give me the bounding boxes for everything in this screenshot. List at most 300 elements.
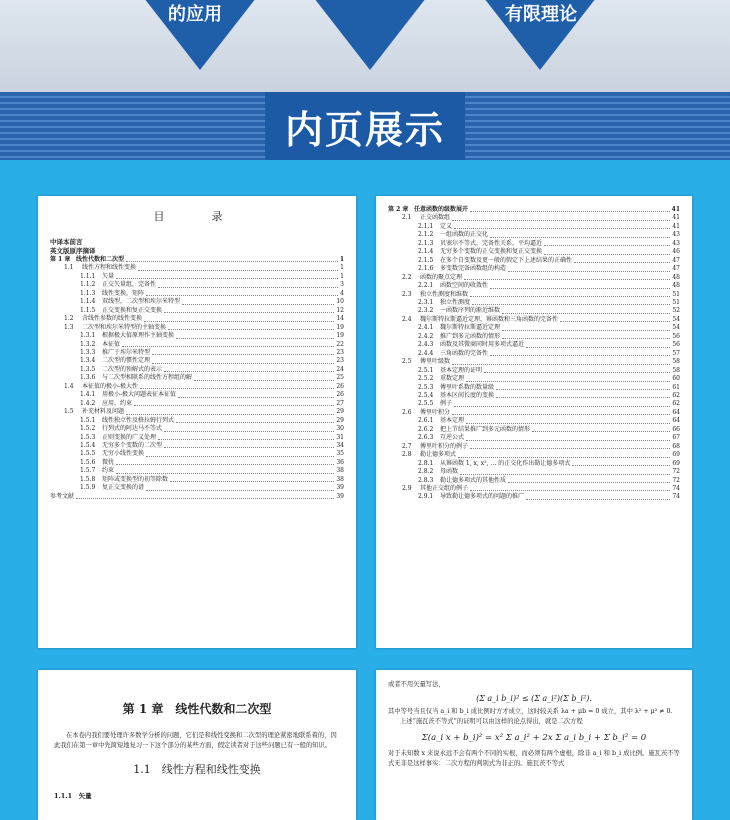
toc-entry-number: 第 1 章 [50, 256, 71, 263]
toc-entry-number: 1.3.2 [80, 340, 96, 348]
toc-entry-number: 1.1 [64, 264, 74, 272]
toc-entry-number: 1.3.1 [80, 332, 96, 340]
toc-leader-dots [490, 231, 670, 237]
toc-leader-dots [146, 450, 334, 456]
toc-entry-title: 正交函数组 [420, 214, 451, 222]
toc-entry-page: 1 [339, 256, 344, 263]
toc-entry-number: 2.9 [402, 484, 412, 492]
toc-entry-title: 线性方程和线性变换 [82, 264, 137, 272]
toc-entry-title: 例子 [440, 400, 453, 408]
toc-entry-number: 2.5.3 [418, 383, 434, 391]
toc-leader-dots [452, 214, 670, 220]
toc-entry-number: 2.3 [402, 290, 412, 298]
toc-leader-dots [508, 265, 670, 271]
toc-entry-title: 函数及其微商同时用多项式逼近 [440, 341, 525, 349]
toc-entry [50, 484, 344, 492]
toc-entry [388, 299, 680, 307]
toc-entry-title: 从幂函数 1, x, x², … 的正交化作出勒让德多项式 [440, 459, 571, 467]
toc-entry-number: 2.9.1 [418, 493, 434, 501]
toc-entry-number: 第 2 章 [388, 206, 409, 213]
toc-entry-title: 约束 [102, 467, 115, 475]
toc-entry-number: 1.1.3 [80, 289, 96, 297]
toc-entry-page: 52 [672, 307, 680, 315]
toc-entry-title: 傅里叶级数 [420, 358, 451, 366]
toc-entry [388, 375, 680, 383]
toc-entry-page: 58 [672, 366, 680, 374]
toc-entry-title: 无穷多个变数的二次型 [102, 441, 163, 449]
toc-entry-title: 含线性参数的线性变换 [82, 315, 143, 323]
toc-entry-page: 69 [672, 459, 680, 467]
toc-entry-title: 魏尔斯特拉斯逼近定理，幂函数和三角函数的完备性 [420, 315, 559, 323]
toc-entry-page: 22 [336, 340, 344, 348]
toc-entry-title: 本征值 [102, 340, 121, 348]
chapter-page [38, 670, 356, 820]
toc-entry-title: 其他正交组的例子 [420, 484, 469, 492]
toc-entry-number: 1.4 [64, 382, 74, 390]
toc-entry-number: 1.1.4 [80, 298, 96, 306]
toc-leader-dots [158, 434, 334, 440]
toc-leader-dots [460, 468, 670, 474]
toc-entry-page: 19 [336, 323, 344, 331]
toc-entry [388, 240, 680, 248]
toc-leader-dots [502, 307, 670, 313]
toc-head-original-preface: 英文版原序摘译 [50, 247, 96, 255]
toc-entry-number: 2.6.1 [418, 417, 434, 425]
toc-entry [50, 315, 344, 323]
toc-entry-page: 41 [672, 222, 680, 230]
toc-entry-number: 1.5.5 [80, 450, 96, 458]
toc-entry-page: 12 [336, 306, 344, 314]
toc-entry [388, 324, 680, 332]
toc-entry [50, 357, 344, 365]
toc-leader-dots [526, 493, 670, 499]
toc-leader-dots [76, 493, 334, 499]
toc-entry-title: 基本定理的证明 [440, 366, 483, 374]
toc-entry-number: 2.3.2 [418, 307, 434, 315]
toc-entry-title: 傅里叶积分 [420, 408, 451, 416]
toc-entry-page: 64 [672, 408, 680, 416]
toc-entry-page: 26 [336, 391, 344, 399]
toc-leader-dots [502, 333, 670, 339]
toc-entry [50, 476, 344, 484]
toc-entry-number: 1.5.3 [80, 433, 96, 441]
toc-entry-page: 1 [340, 264, 344, 272]
toc-leader-dots [170, 476, 334, 482]
toc-leader-dots [466, 434, 670, 440]
toc-entry [50, 442, 344, 450]
toc-entry-number: 1.3 [64, 323, 74, 331]
banner-right-label: 有限理论 [505, 4, 577, 25]
toc-entry-title: 正交变换和复正交变换 [102, 306, 163, 314]
toc-entry [388, 358, 680, 366]
toc-leader-dots [470, 206, 670, 212]
toc-entry-title: 无穷小线性变换 [102, 450, 145, 458]
toc-entry-page: 64 [672, 417, 680, 425]
toc-entry-number: 2.4.1 [418, 324, 434, 332]
toc-entry-title: 把上节结果推广到多元函数的情形 [440, 425, 531, 433]
toc-entry [50, 425, 344, 433]
section-heading: 1.1 线性方程和线性变换 [133, 763, 261, 776]
toc-entry [388, 443, 680, 451]
toc-entry [388, 417, 680, 425]
text-line-4: 对于未知数 x 来说永远不会有两个不同的实根，而必须有两个虚根，除非 a_i 和 b_i 成比例。施瓦茨不等式无非是这样事实：二次方程的判别式为非正的。施瓦茨不等式 [388, 750, 680, 767]
toc-entry-title: 本征值的极小-极大性 [82, 382, 139, 390]
toc-entry [388, 282, 680, 290]
toc-entry-page: 30 [336, 425, 344, 433]
toc-entry [50, 307, 344, 315]
toc-entry [388, 231, 680, 239]
toc-entry [50, 374, 344, 382]
toc-entry-page: 60 [672, 375, 680, 383]
toc-entry [388, 291, 680, 299]
toc-leader-dots [178, 391, 334, 397]
toc-entry [388, 265, 680, 273]
toc-entry-number: 1.3.5 [80, 365, 96, 373]
section-title-box [265, 92, 465, 160]
toc-entry-title: 二次型和埃尔米特型的主轴变换 [82, 323, 167, 331]
toc-entry-title: 线性代数和二次型 [76, 256, 125, 263]
banner-left-label: 的应用 [168, 4, 222, 25]
subsection-heading: 1.1.1 矢量 [54, 792, 92, 800]
toc-entry-page: 26 [336, 382, 344, 390]
toc-entry-number: 2.1.5 [418, 256, 434, 264]
toc-entry-page: 29 [336, 408, 344, 416]
toc-leader-dots [458, 451, 670, 457]
toc-entry-number: 2.5.2 [418, 375, 434, 383]
toc-entry-page: 38 [336, 467, 344, 475]
toc-entry-number: 1.5.4 [80, 441, 96, 449]
toc-entry-number: 2.1.6 [418, 265, 434, 273]
toc-entry [388, 426, 680, 434]
toc-entry [50, 391, 344, 399]
top-banner [0, 0, 730, 92]
toc-entry [50, 400, 344, 408]
toc-leader-dots [490, 282, 670, 288]
toc-entry-title: 互逆公式 [440, 434, 465, 442]
quadratic-formula: Σ(a_i x + b_i)² = x² Σ a_i² + 2x Σ a_i b_i + Σ b_i² = 0 [421, 733, 647, 743]
toc-entry-title: 勒让德多项式的其他性质 [440, 476, 507, 484]
toc-entry [50, 290, 344, 298]
toc-entry-title: 基本定理 [440, 417, 465, 425]
toc-leader-dots [164, 442, 334, 448]
toc-leader-dots [168, 324, 334, 330]
toc-leader-dots [164, 307, 334, 313]
toc-entry-page: 56 [672, 341, 680, 349]
toc-entry-number: 2.2 [402, 273, 412, 281]
toc-entry-number: 2.7 [402, 442, 412, 450]
toc-entry-title: 魏尔斯特拉斯逼近定理 [440, 324, 501, 332]
toc-leader-dots [146, 290, 338, 296]
toc-entry-page: 66 [672, 425, 680, 433]
toc-entry-page: 23 [336, 357, 344, 365]
toc-entry-number: 2.6.3 [418, 434, 434, 442]
toc-entry-number: 1.5.7 [80, 467, 96, 475]
toc-entry-number: 1.3.4 [80, 357, 96, 365]
section-title: 内页展示 [284, 107, 445, 152]
toc-entry [388, 214, 680, 222]
toc-entry-number: 2.5.5 [418, 400, 434, 408]
toc-list-1 [50, 256, 344, 501]
toc-entry-title: 重数定理 [440, 375, 465, 383]
toc-leader-dots [490, 350, 670, 356]
toc-entry-title: 推广于埃尔米特型 [102, 348, 151, 356]
toc-entry [50, 281, 344, 289]
toc-leader-dots [466, 375, 670, 381]
toc-leader-dots [134, 400, 334, 406]
toc-entry-page: 51 [672, 290, 680, 298]
toc-entry-number: 1.3.3 [80, 348, 96, 356]
toc-leader-dots [466, 417, 670, 423]
toc-entry-page: 54 [672, 324, 680, 332]
toc-leader-dots [144, 315, 334, 321]
toc-entry-title: 函数的聚点定理 [420, 273, 463, 281]
toc-entry-page: 34 [336, 441, 344, 449]
toc-entry-title: 双线型，二次型和埃尔米特型 [102, 298, 181, 306]
toc-entry-title: 一函数序列的渐近维数 [440, 307, 501, 315]
toc-entry-number: 1.1.5 [80, 306, 96, 314]
toc-entry [388, 341, 680, 349]
toc-entry [388, 248, 680, 256]
toc-entry [388, 316, 680, 324]
toc-entry-page: 41 [671, 206, 680, 213]
toc-entry-title: 复正交变换的谱 [102, 484, 145, 492]
toc-entry-number: 2.6.2 [418, 425, 434, 433]
toc-entry-page: 10 [336, 298, 344, 306]
toc-leader-dots [508, 477, 670, 483]
toc-entry-number: 2.8 [402, 451, 412, 459]
toc-entry-page: 43 [672, 231, 680, 239]
toc-leader-dots [146, 484, 334, 490]
toc-entry-title: 矩阵或变换型的初等除数 [102, 475, 169, 483]
toc-entry-title: 线性独立性及格拉姆行列式 [102, 416, 175, 424]
toc-entry-title: 三角函数的完备性 [440, 349, 489, 357]
toc-leader-dots [126, 256, 338, 262]
toc-entry-number: 2.3.1 [418, 298, 434, 306]
toc-leader-dots [164, 425, 334, 431]
toc-leader-dots [526, 341, 670, 347]
toc-entry [388, 384, 680, 392]
toc-entry-page: 29 [336, 416, 344, 424]
toc-entry-page: 38 [336, 475, 344, 483]
toc-entry-title: 母函数 [440, 468, 459, 476]
toc-entry-page: 3 [340, 281, 344, 289]
toc-entry [388, 493, 680, 501]
toc-entry-page: 24 [336, 365, 344, 373]
chapter-title: 第 1 章 线性代数和二次型 [122, 702, 272, 716]
toc-entry-title: 导致勒让德多项式的问题的推广 [440, 493, 525, 501]
toc-entry-page: 14 [336, 315, 344, 323]
toc-head-preface: 中译本前言 [50, 238, 83, 246]
toc-leader-dots [574, 257, 670, 263]
toc-entry-page: 47 [672, 256, 680, 264]
toc-leader-dots [140, 383, 334, 389]
toc-entry-page: 19 [336, 332, 344, 340]
toc-entry-number: 2.5.4 [418, 391, 434, 399]
toc-entry-page: 56 [672, 332, 680, 340]
toc-entry-page: 67 [672, 434, 680, 442]
toc-entry-page: 48 [672, 282, 680, 290]
toc-leader-dots [122, 341, 334, 347]
toc-leader-dots [470, 485, 670, 491]
toc-entry [388, 223, 680, 231]
toc-entry [388, 307, 680, 315]
toc-entry-number: 1.4.1 [80, 391, 96, 399]
toc-entry-title: 推广到多元函数的情形 [440, 332, 501, 340]
toc-entry-title: 一组函数的正交化 [440, 231, 489, 239]
toc-leader-dots [454, 400, 670, 406]
toc-entry-title: 基本区间长度的变换 [440, 391, 495, 399]
schwarz-formula: (Σ a_i b_i)² ≤ (Σ a_i²)(Σ b_i²). [476, 694, 592, 703]
toc-entry [388, 409, 680, 417]
toc-entry [50, 298, 344, 306]
toc-entry-number: 2.5 [402, 358, 412, 366]
toc-leader-dots [452, 358, 670, 364]
toc-entry [388, 392, 680, 400]
toc-entry-title: 正则变换的广义处理 [102, 433, 157, 441]
text-line-3: 上述“施瓦茨不等式”的证明可以由这样的论点得出，就是二次方程 [400, 718, 583, 725]
toc-leader-dots [194, 374, 334, 380]
toc-entry-number: 1.2 [64, 315, 74, 323]
toc-entry-number: 2.4.3 [418, 341, 434, 349]
toc-leader-dots [176, 417, 334, 423]
toc-entry-page: 31 [336, 433, 344, 441]
toc-leader-dots [544, 248, 670, 254]
toc-entry-title: 勒让德多项式 [420, 451, 457, 459]
toc-entry-title: 任意函数的级数展开 [414, 206, 469, 213]
toc-entry-number: 1.1.1 [80, 272, 96, 280]
toc-entry [50, 434, 344, 442]
toc-leader-dots [560, 316, 670, 322]
toc-entry-number: 2.8.2 [418, 468, 434, 476]
toc-entry-title: 行列式的阿达马不等式 [102, 425, 163, 433]
toc-leader-dots [116, 273, 338, 279]
toc-entry-page: 39 [336, 492, 344, 500]
toc-entry-page: 43 [672, 239, 680, 247]
toc-entry-page: 72 [672, 468, 680, 476]
toc-entry-title: 独立性测度和维数 [420, 290, 469, 298]
toc-entry [50, 264, 344, 272]
toc-entry-title: 与二次型相联系的线性方程组的解 [102, 374, 193, 382]
toc-entry-title: 补充材料及问题 [82, 408, 125, 416]
toc-entry-page: 23 [336, 348, 344, 356]
toc-entry-page: 46 [672, 248, 680, 256]
toc-leader-dots [152, 349, 334, 355]
toc-leader-dots [496, 384, 670, 390]
toc-entry-page: 25 [336, 374, 344, 382]
toc-title: 目 录 [153, 210, 241, 223]
toc-leader-dots [544, 240, 670, 246]
toc-entry-page: 68 [672, 442, 680, 450]
toc-leader-dots [472, 299, 670, 305]
toc-entry [388, 460, 680, 468]
toc-entry [50, 341, 344, 349]
toc-entry [388, 451, 680, 459]
toc-entry-number: 2.8.1 [418, 459, 434, 467]
toc-page-2 [376, 196, 692, 648]
toc-leader-dots [532, 426, 670, 432]
toc-entry-title: 微扰 [102, 458, 115, 466]
toc-entry-number: 2.2.1 [418, 282, 434, 290]
toc-entry [50, 383, 344, 391]
toc-entry [388, 333, 680, 341]
toc-entry-page: 39 [336, 484, 344, 492]
toc-entry-page: 47 [672, 265, 680, 273]
toc-entry [388, 434, 680, 442]
toc-entry-number: 1.5 [64, 408, 74, 416]
toc-entry-title: 函数空间的收敛性 [440, 282, 489, 290]
toc-entry-number: 1.5.8 [80, 475, 96, 483]
toc-entry-title: 参考文献 [50, 492, 75, 500]
toc-entry-page: 74 [672, 493, 680, 501]
toc-entry-title: 正交矢量组，完备性 [102, 281, 157, 289]
toc-entry-title: 应用，约束 [102, 399, 133, 407]
text-line-1: 或者不用矢量写法， [388, 681, 445, 688]
toc-entry-number: 1.5.2 [80, 425, 96, 433]
toc-entry-page: 35 [336, 450, 344, 458]
toc-entry [50, 332, 344, 340]
toc-entry [50, 349, 344, 357]
toc-entry-page: 74 [672, 484, 680, 492]
toc-leader-dots [502, 324, 670, 330]
toc-entry-number: 2.1.1 [418, 222, 434, 230]
toc-entry [388, 367, 680, 375]
toc-entry-title: 多变数完备函数组的构造 [440, 265, 507, 273]
toc-entry-page: 69 [672, 451, 680, 459]
toc-list-2 [388, 206, 680, 502]
toc-entry-page: 48 [672, 273, 680, 281]
toc-entry-page: 4 [340, 289, 344, 297]
toc-entry-title: 定义 [440, 222, 453, 230]
toc-leader-dots [182, 298, 334, 304]
toc-entry-number: 1.5.1 [80, 416, 96, 424]
toc-entry-number: 2.4.2 [418, 332, 434, 340]
toc-entry-page: 72 [672, 476, 680, 484]
toc-entry-number: 2.1.4 [418, 248, 434, 256]
toc-entry-number: 1.5.9 [80, 484, 96, 492]
toc-leader-dots [452, 409, 670, 415]
toc-leader-dots [164, 366, 334, 372]
toc-entry [388, 274, 680, 282]
toc-entry [50, 408, 344, 416]
toc-leader-dots [464, 274, 670, 280]
toc-entry-title: 用极小-极大问题表征本征值 [102, 391, 177, 399]
toc-entry-page: 61 [672, 383, 680, 391]
toc-entry-number: 1.4.2 [80, 399, 96, 407]
toc-entry [50, 467, 344, 475]
toc-entry [388, 477, 680, 485]
toc-entry [388, 257, 680, 265]
toc-entry-title: 二次型的惯性定理 [102, 357, 151, 365]
toc-entry-number: 2.4 [402, 315, 412, 323]
toc-entry-number: 2.1.2 [418, 231, 434, 239]
toc-entry-number: 2.8.3 [418, 476, 434, 484]
toc-entry [50, 493, 344, 501]
toc-entry-page: 36 [336, 458, 344, 466]
toc-entry [50, 459, 344, 467]
chapter-intro-paragraph: 在本卷内我们要处理许多数学分析的问题，它们是和线性变换和二次型的理论紧密地联系着的，因此我们在第一章中先简短地复习一下这个部分的某些方面，假定读者对于这些问题已有一般的知识。 [54, 732, 337, 749]
toc-entry-page: 58 [672, 358, 680, 366]
toc-entry [388, 400, 680, 408]
toc-entry-title: 贝塞尔不等式，完备性关系，平均逼近 [440, 239, 543, 247]
toc-entry [388, 485, 680, 493]
toc-entry [50, 324, 344, 332]
toc-leader-dots [116, 459, 334, 465]
toc-entry-number: 2.5.1 [418, 366, 434, 374]
text-page [376, 670, 692, 820]
text-line-2: 其中等号当且仅当 a_i 和 b_i 成比例时方才成立，这时较关系 λa + μb = 0 成立，其中 λ² + μ² ≠ 0. [388, 708, 673, 715]
toc-leader-dots [572, 460, 670, 466]
toc-leader-dots [126, 408, 334, 414]
